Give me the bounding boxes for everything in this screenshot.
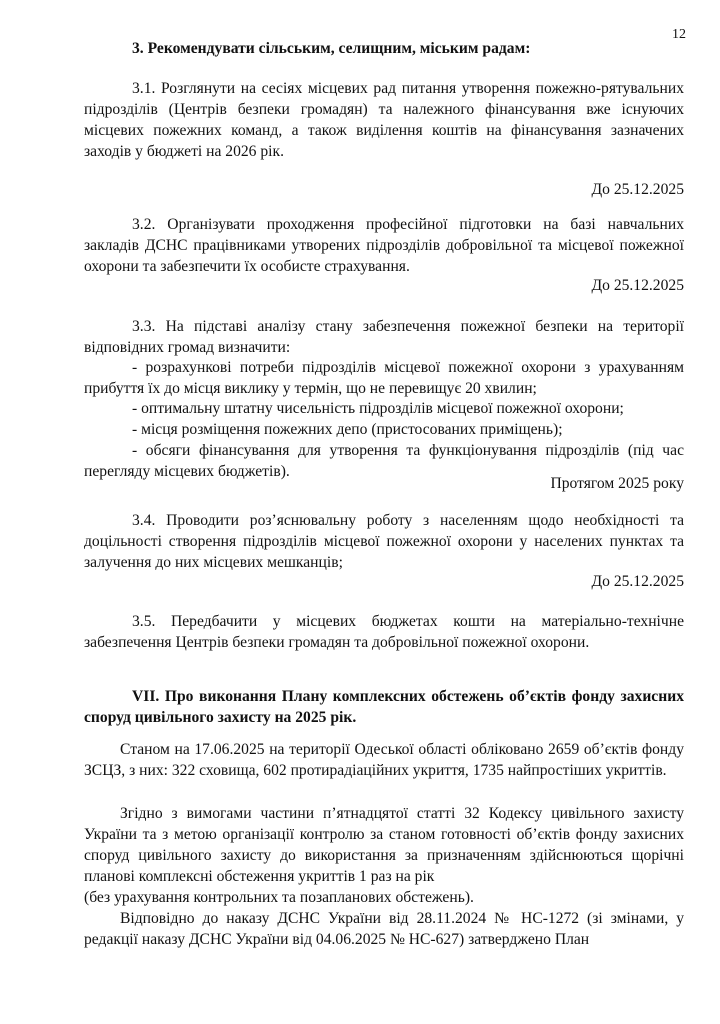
item-3-3-bullet-2: - оптимальну штатну чисельність підрозділів місцевої пожежної охорони; xyxy=(132,400,624,417)
section-7-heading: VII. Про виконання Плану комплексних обстежень об’єктів фонду захисних споруд цивільного захисту на 2025 рік. xyxy=(84,688,684,726)
item-3-1-deadline: До 25.12.2025 xyxy=(591,181,684,198)
item-3-3-bullet-4: - обсяги фінансування для утворення та функціонування підрозділів (під час перегляду місцевих бюджетів). xyxy=(84,442,684,480)
item-3-5-text: 3.5. Передбачити у місцевих бюджетах кошти на матеріально-технічне забезпечення Центрів безпеки громадян та добровільної пожежної охорони. xyxy=(84,613,684,651)
page-number: 12 xyxy=(672,27,686,42)
section-3-heading: 3. Рекомендувати сільським, селищним, міським радам: xyxy=(132,40,531,57)
item-3-3-bullet-3: - місця розміщення пожежних депо (пристосованих приміщень); xyxy=(132,421,563,438)
section-7-paragraph-4: Відповідно до наказу ДСНС України від 28.11.2024 № НС-1272 (зі змінами, у редакції наказу ДСНС України від 04.06.2025 № НС-627) затверджено План xyxy=(84,910,684,948)
section-7-paragraph-3: (без урахування контрольних та позапланових обстежень). xyxy=(84,889,474,906)
item-3-3-deadline: Протягом 2025 року xyxy=(550,475,684,492)
item-3-2-text: 3.2. Організувати проходження професійної підготовки на базі навчальних закладів ДСНС працівниками утворених підрозділів добровільної та місцевої пожежної охорони та забезпечити їх особисте страхування. xyxy=(84,216,684,275)
item-3-3-bullet-1: - розрахункові потреби підрозділів місцевої пожежної охорони з урахуванням прибуття їх до місця виклику у термін, що не перевищує 20 хвилин; xyxy=(84,359,684,397)
section-7-paragraph-1: Станом на 17.06.2025 на території Одеської області обліковано 2659 об’єктів фонду ЗСЦЗ, з них: 322 сховища, 602 протирадіаційних укриття, 1735 найпростіших укриттів. xyxy=(84,741,684,779)
item-3-1-text: 3.1. Розглянути на сесіях місцевих рад питання утворення пожежно-рятувальних підрозділів (Центрів безпеки громадян) та належного фінансування вже існуючих місцевих пожежних команд, а також виділення коштів на фінансування зазначених заходів у бюджеті на 2026 рік. xyxy=(84,80,684,160)
item-3-2-deadline: До 25.12.2025 xyxy=(591,277,684,294)
item-3-4-text: 3.4. Проводити роз’яснювальну роботу з населенням щодо необхідності та доцільності створення підрозділів місцевої пожежної охорони у населених пунктах та залучення до них місцевих мешканців; xyxy=(84,512,684,571)
item-3-4-deadline: До 25.12.2025 xyxy=(591,573,684,590)
item-3-3-intro: 3.3. На підставі аналізу стану забезпечення пожежної безпеки на території відповідних громад визначити: xyxy=(84,318,684,356)
section-7-paragraph-2: Згідно з вимогами частини п’ятнадцятої статті 32 Кодексу цивільного захисту України та з метою організації контролю за станом готовності об’єктів фонду захисних споруд цивільного захисту до використання за призначенням здійснюються щорічні планові комплексні обстеження укриттів 1 раз на рік xyxy=(84,805,684,885)
